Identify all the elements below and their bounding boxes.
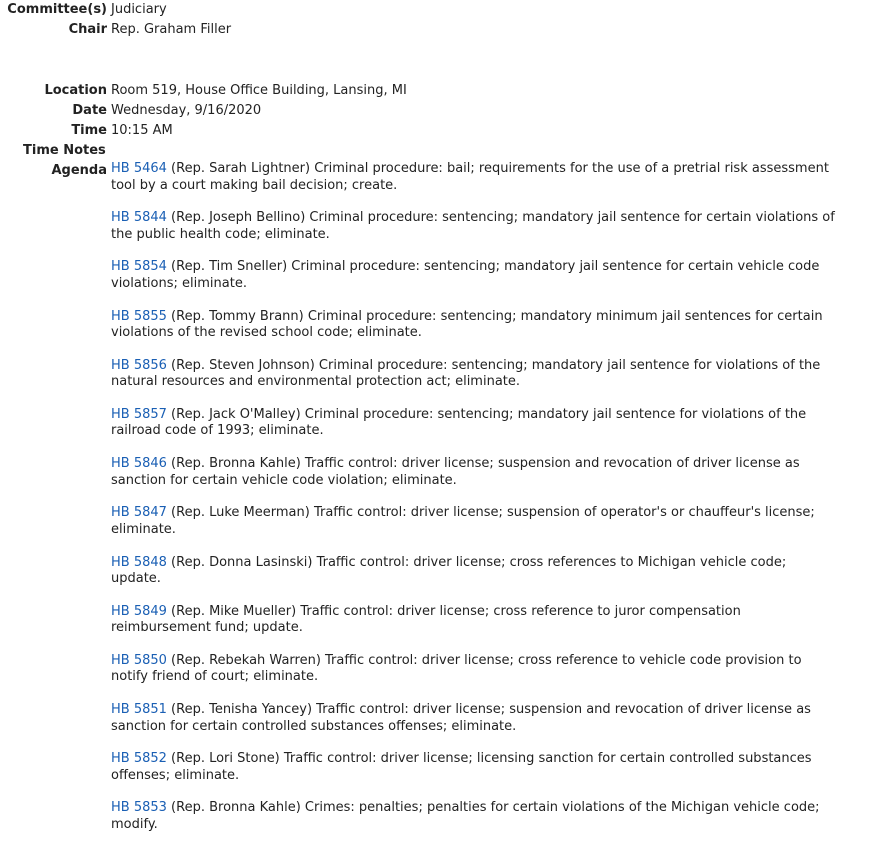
- bill-description: (Rep. Luke Meerman) Traffic control: driver license; suspension of operator's or chauffeur's license; eliminate.: [111, 505, 815, 537]
- bill-link[interactable]: HB 5844: [111, 210, 167, 226]
- agenda-item: [111, 800, 839, 833]
- bill-description: (Rep. Donna Lasinski) Traffic control: driver license; cross references to Michigan vehicle code; update.: [111, 554, 787, 586]
- bill-link[interactable]: HB 5848: [111, 554, 167, 570]
- agenda-item: [111, 259, 839, 292]
- agenda-list: [111, 161, 839, 850]
- bill-description: (Rep. Tommy Brann) Criminal procedure: sentencing; mandatory minimum jail sentences for certain violations of the revised school code; eliminate.: [111, 308, 823, 341]
- agenda-item: [111, 407, 839, 440]
- bill-description: (Rep. Mike Mueller) Traffic control: driver license; cross reference to juror compensation reimbursement fund; update.: [111, 603, 741, 636]
- bill-link[interactable]: HB 5464: [111, 161, 167, 176]
- agenda-item: [111, 653, 839, 686]
- agenda-item: [111, 702, 839, 735]
- agenda-item: [111, 309, 839, 342]
- bill-link[interactable]: HB 5851: [111, 702, 167, 718]
- bill-link[interactable]: HB 5849: [111, 603, 167, 619]
- bill-description: (Rep. Bronna Kahle) Traffic control: driver license; suspension and revocation of driver license as sanction for certain vehicle code violation; eliminate.: [111, 456, 800, 488]
- chair-value: Rep. Graham Filler: [111, 22, 232, 37]
- agenda-item: [111, 505, 839, 538]
- bill-description: (Rep. Lori Stone) Traffic control: driver license; licensing sanction for certain controlled substances offenses; eliminate.: [111, 751, 812, 783]
- agenda-item: [111, 161, 839, 194]
- committee-value: Judiciary: [111, 2, 167, 17]
- location-value: Room 519, House Office Building, Lansing, MI: [111, 83, 407, 98]
- bill-description: (Rep. Bronna Kahle) Crimes: penalties; penalties for certain violations of the Michigan vehicle code; modify.: [111, 800, 820, 832]
- agenda-item: [111, 555, 839, 588]
- bill-description: (Rep. Rebekah Warren) Traffic control: driver license; cross reference to vehicle code provision to notify friend of court; eliminate.: [111, 652, 802, 685]
- agenda-item: [111, 604, 839, 637]
- bill-link[interactable]: HB 5853: [111, 800, 167, 816]
- chair-label: Chair: [68, 22, 107, 37]
- location-label: Location: [44, 83, 107, 98]
- bill-description: (Rep. Jack O'Malley) Criminal procedure: sentencing; mandatory jail sentence for violations of the railroad code of 1993; eliminate.: [111, 406, 807, 439]
- agenda-item: [111, 358, 839, 391]
- bill-description: (Rep. Tenisha Yancey) Traffic control: driver license; suspension and revocation of driver license as sanction for certain controlled substances offenses; eliminate.: [111, 702, 811, 734]
- bill-link[interactable]: HB 5847: [111, 505, 167, 521]
- date-label: Date: [72, 103, 107, 118]
- agenda-label: Agenda: [51, 163, 107, 178]
- agenda-item: [111, 210, 839, 243]
- bill-description: (Rep. Joseph Bellino) Criminal procedure: sentencing; mandatory jail sentence for certain violations of the public health code; eliminate.: [111, 210, 835, 242]
- bill-link[interactable]: HB 5854: [111, 259, 167, 275]
- bill-description: (Rep. Sarah Lightner) Criminal procedure: bail; requirements for the use of a pretrial risk assessment tool by a court making bail decision; create.: [111, 161, 829, 193]
- time-value: 10:15 AM: [111, 123, 173, 138]
- bill-link[interactable]: HB 5857: [111, 406, 167, 422]
- agenda-item: [111, 456, 839, 489]
- bill-description: (Rep. Steven Johnson) Criminal procedure: sentencing; mandatory jail sentence for violations of the natural resources and environmental protection act; eliminate.: [111, 357, 821, 390]
- agenda-item: [111, 751, 839, 784]
- bill-link[interactable]: HB 5846: [111, 456, 167, 472]
- bill-link[interactable]: HB 5856: [111, 357, 167, 373]
- bill-link[interactable]: HB 5852: [111, 751, 167, 767]
- bill-link[interactable]: HB 5855: [111, 308, 167, 324]
- date-value: Wednesday, 9/16/2020: [111, 103, 262, 118]
- bill-description: (Rep. Tim Sneller) Criminal procedure: sentencing; mandatory jail sentence for certain vehicle code violations; eliminate.: [111, 259, 820, 291]
- time-label: Time: [71, 123, 107, 138]
- committee-label: Committee(s): [7, 2, 107, 17]
- bill-link[interactable]: HB 5850: [111, 652, 167, 668]
- time-notes-label: Time Notes: [23, 143, 106, 158]
